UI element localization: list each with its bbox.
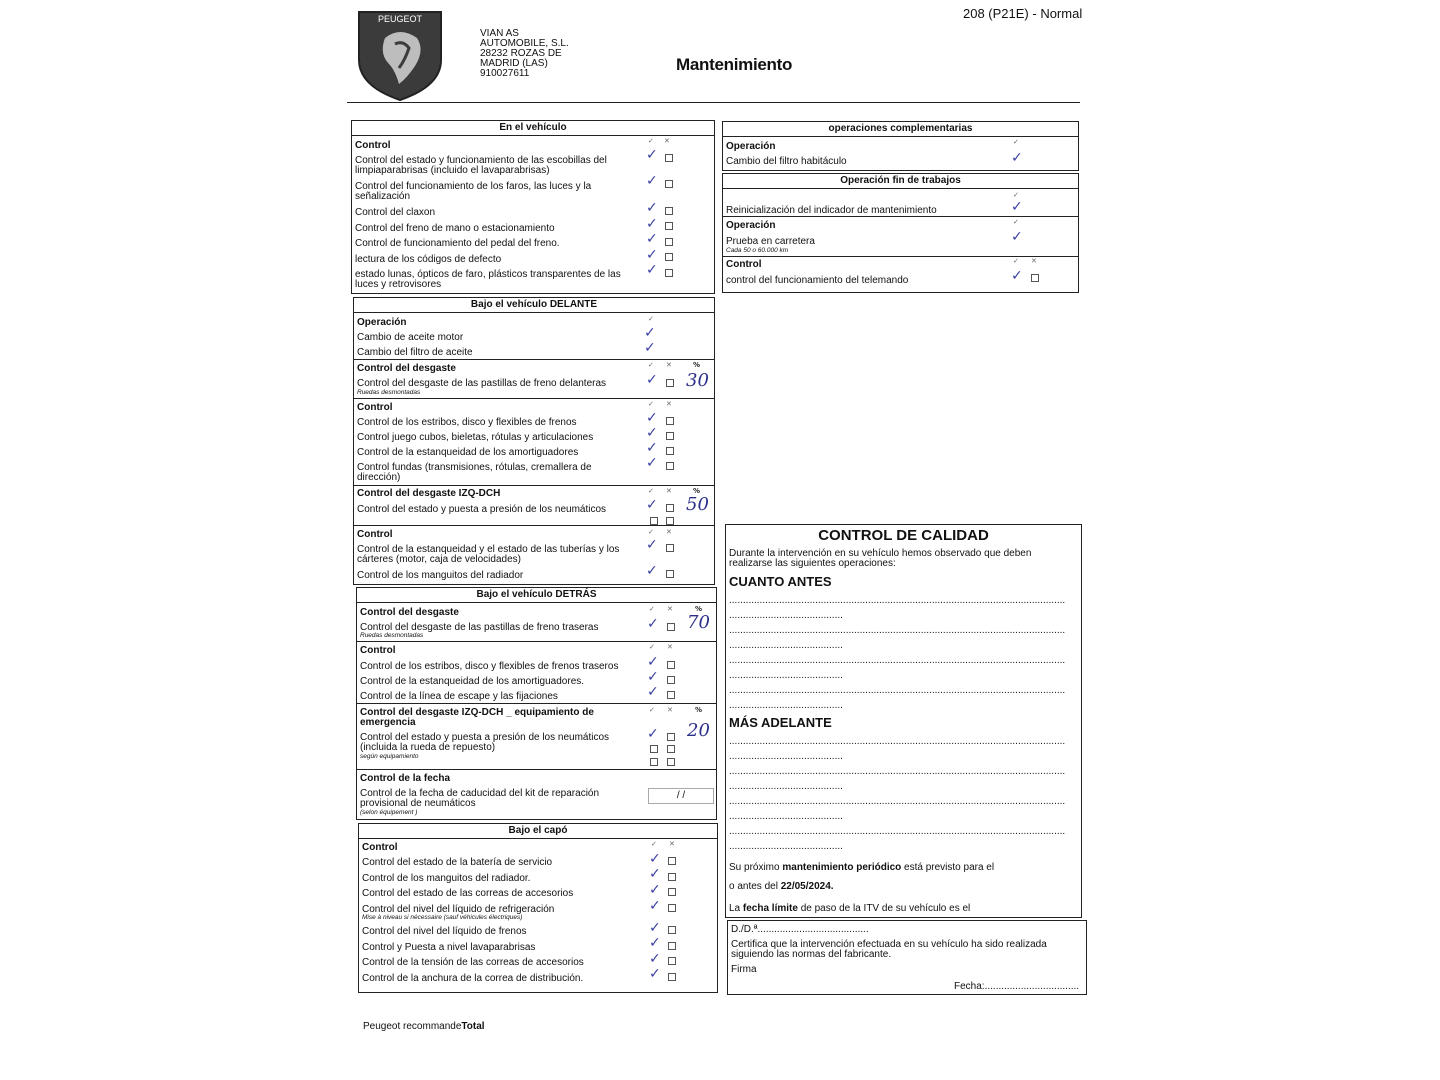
check-mark-icon: ✓ <box>646 231 658 247</box>
ok-column-icon: ✓ <box>649 706 655 714</box>
dealer-line: 910027611 <box>480 68 530 79</box>
checklist-item: Control del estado de las correas de accesorios <box>362 888 574 899</box>
text-fragment: Su próximo <box>729 862 783 873</box>
note-line: ......................................... <box>729 751 843 762</box>
check-mark-icon: ✓ <box>647 654 659 670</box>
checklist-item: Control del freno de mano o estacionamiento <box>355 223 555 234</box>
footer-brand: Total <box>461 1021 485 1032</box>
checkbox-no <box>665 222 673 230</box>
note-line: ......................................................................................................................... <box>729 736 1066 747</box>
checkbox-ok <box>650 758 658 766</box>
checklist-item: Control de los estribos, disco y flexibles de frenos traseros <box>360 661 619 672</box>
checkbox-no <box>666 462 674 470</box>
section-certificacion <box>727 920 1087 995</box>
checkbox-ok <box>650 745 658 753</box>
checkbox-no <box>668 873 676 881</box>
section-title: Bajo el vehículo DETRÁS <box>357 588 716 603</box>
logo-text: PEUGEOT <box>377 14 423 24</box>
group-header: Operación <box>726 220 776 231</box>
item-note: Cada 50 o 60.000 km <box>726 247 789 254</box>
ok-column-icon: ✓ <box>1013 257 1019 265</box>
note-line: ......................................... <box>729 640 843 651</box>
checkbox-no <box>665 253 673 261</box>
checklist-item: Cambio de aceite motor <box>357 332 464 343</box>
checklist-item: Control de funcionamiento del pedal del freno. <box>355 238 560 249</box>
dealer-line: AUTOMOBILE, S.L. <box>480 38 569 49</box>
percent-column-icon: % <box>693 487 701 495</box>
checkbox-no <box>666 504 674 512</box>
note-line: ......................................... <box>729 700 843 711</box>
footer-text: Peugeot recommande <box>363 1021 462 1032</box>
checklist-item: Control y Puesta a nivel lavaparabrisas <box>362 942 536 953</box>
checkbox-no <box>665 154 673 162</box>
checkbox-no <box>667 691 675 699</box>
checklist-item: Control de la línea de escape y las fijaciones <box>360 691 558 702</box>
ok-column-icon: ✓ <box>1013 191 1019 199</box>
checkbox-no <box>668 973 676 981</box>
section-fin-trabajos <box>722 173 1079 293</box>
check-mark-icon: ✓ <box>1011 150 1023 166</box>
no-column-icon: ✕ <box>666 400 672 408</box>
check-mark-icon: ✓ <box>646 247 658 263</box>
check-mark-icon: ✓ <box>646 147 658 163</box>
checklist-item: Control del desgaste de las pastillas de freno traseras <box>360 622 599 633</box>
wear-percent-value: 30 <box>686 370 709 391</box>
section-delante <box>353 297 715 585</box>
checkbox-no <box>666 379 674 387</box>
dealer-line: 28232 ROZAS DE <box>480 48 562 59</box>
checkbox-no <box>667 758 675 766</box>
note-line: ......................................... <box>729 610 843 621</box>
dealer-line: MADRID (LAS) <box>480 58 548 69</box>
check-mark-icon: ✓ <box>649 951 661 967</box>
quality-intro: Durante la intervención en su vehículo hemos observado que deben realizarse las siguientes operaciones: <box>729 548 1032 569</box>
checklist-item: estado lunas, ópticos de faro, plásticos transparentes de las luces y retrovisores <box>355 269 621 290</box>
group-header: Operación <box>726 141 776 152</box>
check-mark-icon: ✓ <box>649 851 661 867</box>
checkbox-no <box>1031 274 1039 282</box>
checkbox-no <box>665 269 673 277</box>
check-mark-icon: ✓ <box>646 173 658 189</box>
checkbox-no <box>667 676 675 684</box>
ok-column-icon: ✓ <box>648 487 654 495</box>
check-mark-icon: ✓ <box>644 325 656 341</box>
section-control-calidad <box>725 524 1082 918</box>
check-mark-icon: ✓ <box>649 920 661 936</box>
check-mark-icon: ✓ <box>649 935 661 951</box>
ok-column-icon: ✓ <box>1013 138 1019 146</box>
ok-column-icon: ✓ <box>648 361 654 369</box>
group-header: Operación <box>357 317 407 328</box>
section-complementarias <box>722 121 1079 171</box>
peugeot-logo <box>355 8 445 102</box>
note-line: ......................................................................................................................... <box>729 625 1066 636</box>
ok-column-icon: ✓ <box>648 400 654 408</box>
checkbox-no <box>667 661 675 669</box>
next-service-text <box>729 863 994 873</box>
tyre-percent-value: 50 <box>686 494 709 515</box>
header-divider <box>347 102 1080 103</box>
checkbox-no <box>665 180 673 188</box>
text-fragment-bold: mantenimiento periódico <box>782 862 902 873</box>
section-capo <box>358 823 718 993</box>
item-note: según equipamiento <box>360 753 419 760</box>
group-header: Control <box>357 402 393 413</box>
signature-label: Firma <box>731 964 757 975</box>
note-line: ......................................... <box>729 811 843 822</box>
check-mark-icon: ✓ <box>649 882 661 898</box>
ok-column-icon: ✓ <box>649 643 655 651</box>
check-mark-icon: ✓ <box>1011 229 1023 245</box>
section-title: operaciones complementarias <box>723 122 1078 137</box>
vehicle-model: 208 (P21E) - Normal <box>963 6 1083 21</box>
no-column-icon: ✕ <box>1031 257 1037 265</box>
checkbox-no <box>666 570 674 578</box>
group-header: Control <box>357 529 393 540</box>
checklist-item: Control del funcionamiento de los faros, las luces y la señalización <box>355 181 592 202</box>
text-fragment-bold: fecha límite <box>742 903 798 914</box>
check-mark-icon: ✓ <box>646 440 658 456</box>
check-mark-icon: ✓ <box>1011 268 1023 284</box>
no-column-icon: ✕ <box>666 487 672 495</box>
page-title: Mantenimiento <box>676 55 793 74</box>
check-mark-icon: ✓ <box>646 410 658 426</box>
text-fragment: o antes del <box>729 881 781 892</box>
checklist-item: Control de la anchura de la correa de distribución. <box>362 973 584 984</box>
checklist-item: Control del estado y puesta a presión de los neumáticos <box>357 504 607 515</box>
no-column-icon: ✕ <box>664 137 670 145</box>
date-line <box>954 982 1079 992</box>
date-label: Fecha: <box>954 981 985 992</box>
checklist-item: Cambio del filtro de aceite <box>357 347 473 358</box>
check-mark-icon: ✓ <box>1011 199 1023 215</box>
checklist-item: Control del estado de la batería de servicio <box>362 857 553 868</box>
footer-note <box>363 1021 485 1032</box>
check-mark-icon: ✓ <box>649 898 661 914</box>
group-header: Control del desgaste <box>360 607 459 618</box>
checklist-item: Control del estado y puesta a presión de los neumáticos (incluida la rueda de repuesto) <box>360 732 610 753</box>
checklist-item: Control del desgaste de las pastillas de freno delanteras <box>357 378 607 389</box>
section-title: Bajo el capó <box>359 824 717 839</box>
text-fragment: La <box>729 903 743 914</box>
no-column-icon: ✕ <box>667 605 673 613</box>
ok-column-icon: ✓ <box>651 840 657 848</box>
check-mark-icon: ✓ <box>646 425 658 441</box>
checklist-item: Reinicialización del indicador de mantenimiento <box>726 205 937 216</box>
wear-percent-value: 70 <box>687 612 710 633</box>
checklist-item: Control fundas (transmisiones, rótulas, cremallera de dirección) <box>357 462 592 483</box>
percent-column-icon: % <box>695 605 703 613</box>
no-column-icon: ✕ <box>666 528 672 536</box>
service-date: 22/05/2024. <box>780 881 834 892</box>
checklist-item: Prueba en carretera <box>726 236 815 247</box>
checklist-item: Control del nivel del líquido de refrigeración <box>362 904 555 915</box>
check-mark-icon: ✓ <box>647 684 659 700</box>
checklist-item: Control de los manguitos del radiador. <box>362 873 531 884</box>
percent-column-icon: % <box>693 361 701 369</box>
next-service-date <box>729 882 834 892</box>
check-mark-icon: ✓ <box>646 372 658 388</box>
itv-text <box>729 904 970 914</box>
group-header: Control del desgaste <box>357 363 456 374</box>
check-mark-icon: ✓ <box>649 866 661 882</box>
check-mark-icon: ✓ <box>646 262 658 278</box>
checkbox-ok <box>650 517 658 525</box>
checklist-item: Control de la estanqueidad de los amortiguadores. <box>360 676 585 687</box>
checkbox-no <box>666 544 674 552</box>
check-mark-icon: ✓ <box>646 216 658 232</box>
quality-title: CONTROL DE CALIDAD <box>818 527 989 544</box>
checklist-item: Control de la tensión de las correas de accesorios <box>362 957 584 968</box>
checklist-item: control del funcionamiento del telemando <box>726 275 909 286</box>
group-header: Control <box>726 259 762 270</box>
checklist-item: Control de la estanqueidad y el estado de las tuberías y los cárteres (motor, caja de velocidades) <box>357 544 620 565</box>
ok-column-icon: ✓ <box>648 315 654 323</box>
percent-column-icon: % <box>695 706 703 714</box>
ok-column-icon: ✓ <box>649 605 655 613</box>
checkbox-no <box>668 904 676 912</box>
check-mark-icon: ✓ <box>646 497 658 513</box>
checkbox-no <box>668 942 676 950</box>
check-mark-icon: ✓ <box>647 669 659 685</box>
checkbox-no <box>666 447 674 455</box>
item-note: Mise à niveau si nécessaire (sauf véhicules électriques) <box>362 914 523 921</box>
checkbox-no <box>666 517 674 525</box>
checklist-item: Control de los manguitos del radiador <box>357 570 524 581</box>
checklist-item: Cambio del filtro habitáculo <box>726 156 847 167</box>
check-mark-icon: ✓ <box>647 726 659 742</box>
check-mark-icon: ✓ <box>646 537 658 553</box>
check-mark-icon: ✓ <box>647 616 659 632</box>
note-line: ......................................................................................................................... <box>729 685 1066 696</box>
checkbox-no <box>666 417 674 425</box>
text-fragment: de paso de la ITV de su vehículo es el <box>797 903 971 914</box>
checkbox-no <box>667 745 675 753</box>
expiry-date-field: / / <box>648 788 714 804</box>
checklist-item: Control juego cubos, bieletas, rótulas y articulaciones <box>357 432 594 443</box>
no-column-icon: ✕ <box>667 706 673 714</box>
check-mark-icon: ✓ <box>646 455 658 471</box>
checkbox-no <box>667 733 675 741</box>
checkbox-no <box>668 926 676 934</box>
no-column-icon: ✕ <box>666 361 672 369</box>
checklist-item: Control del estado y funcionamiento de las escobillas del limpiaparabrisas (incluido el lavaparabrisas) <box>355 155 607 176</box>
section-title: En el vehículo <box>352 121 714 136</box>
checklist-item: Control del nivel del líquido de frenos <box>362 926 527 937</box>
date-dots: .................................. <box>984 981 1080 992</box>
checkbox-no <box>668 957 676 965</box>
item-note: (selon équipement ) <box>360 809 418 816</box>
note-line: ......................................... <box>729 841 843 852</box>
note-line: ......................................... <box>729 781 843 792</box>
urgent-heading: CUANTO ANTES <box>729 574 832 589</box>
checklist-item: Control de la estanqueidad de los amortiguadores <box>357 447 579 458</box>
checklist-item: Control de los estribos, disco y flexibles de frenos <box>357 417 577 428</box>
check-mark-icon: ✓ <box>646 200 658 216</box>
checklist-item: lectura de los códigos de defecto <box>355 254 502 265</box>
ok-column-icon: ✓ <box>648 137 654 145</box>
group-header: Control <box>355 140 391 151</box>
dealer-info <box>480 29 590 79</box>
group-header: Control <box>362 842 398 853</box>
certify-text: Certifica que la intervención efectuada en su vehículo ha sido realizada siguiendo las normas del fabricante. <box>731 939 1047 960</box>
group-header: Control del desgaste IZQ-DCH <box>357 488 501 499</box>
dd-dots: ........................................ <box>757 924 869 935</box>
group-header: Control <box>360 645 396 656</box>
checkbox-no <box>668 857 676 865</box>
section-title: Bajo el vehículo DELANTE <box>354 298 714 313</box>
dd-line <box>731 925 869 935</box>
checkbox-no <box>668 888 676 896</box>
ok-column-icon: ✓ <box>648 528 654 536</box>
checkbox-no <box>667 623 675 631</box>
group-header: Control de la fecha <box>360 773 451 784</box>
text-fragment: está previsto para el <box>901 862 995 873</box>
note-line: ......................................... <box>729 670 843 681</box>
checkbox-no <box>666 432 674 440</box>
ok-column-icon: ✓ <box>1013 218 1019 226</box>
checkbox-no <box>665 207 673 215</box>
section-detras <box>356 587 717 820</box>
section-en-vehiculo <box>351 120 715 294</box>
note-line: ......................................................................................................................... <box>729 766 1066 777</box>
checkbox-no <box>665 238 673 246</box>
item-note: Ruedas desmontadas <box>360 632 424 639</box>
dealer-line: VIAN AS <box>480 28 519 39</box>
no-column-icon: ✕ <box>669 840 675 848</box>
section-title: Operación fin de trabajos <box>723 174 1078 189</box>
no-column-icon: ✕ <box>667 643 673 651</box>
checklist-item: Control del claxon <box>355 207 436 218</box>
checklist-item: Control de la fecha de caducidad del kit de reparación provisional de neumáticos <box>360 788 600 809</box>
note-line: ......................................................................................................................... <box>729 595 1066 606</box>
check-mark-icon: ✓ <box>646 563 658 579</box>
item-note: Ruedas desmontadas <box>357 389 421 396</box>
dd-label: D./D.ª <box>731 924 758 935</box>
note-line: ......................................................................................................................... <box>729 796 1066 807</box>
later-heading: MÁS ADELANTE <box>729 715 832 730</box>
check-mark-icon: ✓ <box>649 966 661 982</box>
tyre-percent-value: 20 <box>687 720 710 741</box>
note-line: ......................................................................................................................... <box>729 655 1066 666</box>
group-header: Control del desgaste IZQ-DCH _ equipamiento de emergencia <box>360 707 594 728</box>
check-mark-icon: ✓ <box>644 340 656 356</box>
note-line: ......................................................................................................................... <box>729 826 1066 837</box>
